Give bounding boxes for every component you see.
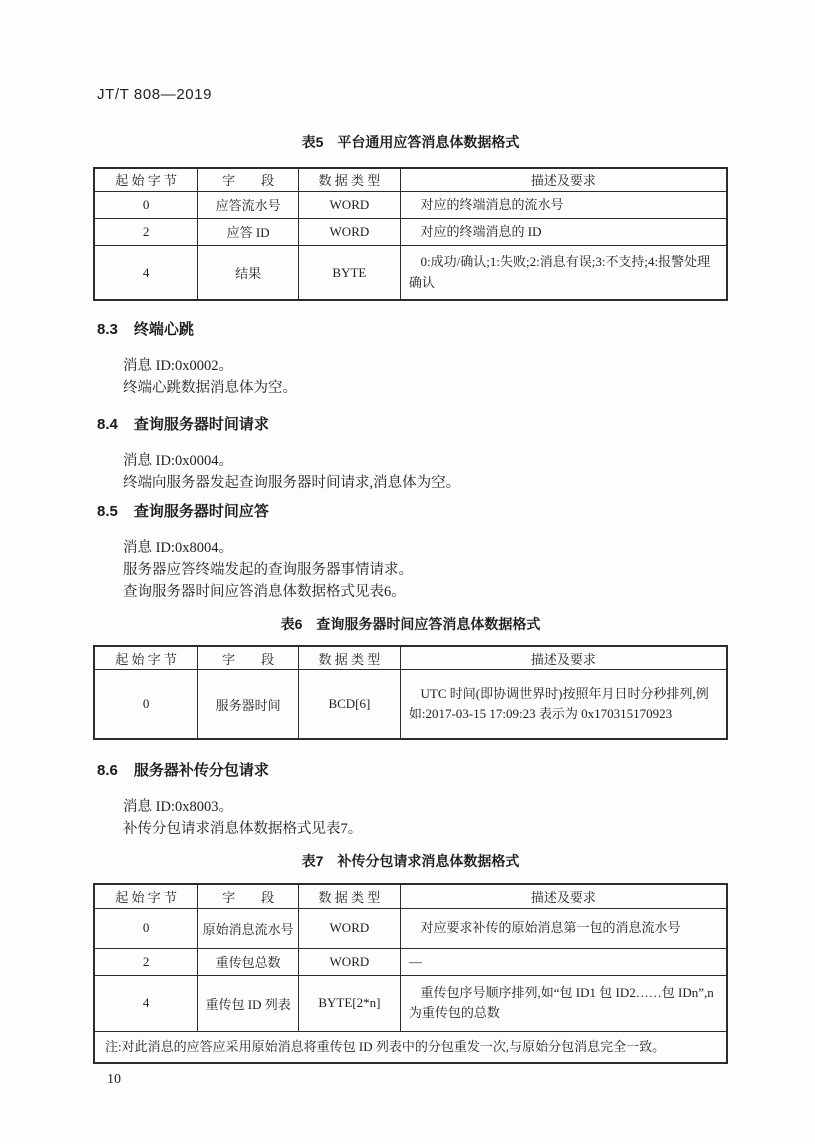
section-title: 查询服务器时间应答 <box>133 503 269 521</box>
table6-caption-title: 查询服务器时间应答消息体数据格式 <box>316 616 541 633</box>
cell-start-byte: 2 <box>94 948 198 975</box>
table-row <box>94 908 727 948</box>
table-row <box>94 218 727 245</box>
col-header-data-type: 数 据 类 型 <box>298 168 400 191</box>
cell-description: 对应的终端消息的流水号 <box>400 191 727 218</box>
cell-start-byte: 0 <box>94 191 198 218</box>
cell-field: 重传包总数 <box>198 948 299 975</box>
table5-header-row <box>94 168 727 191</box>
section-heading-8-5 <box>93 500 728 521</box>
cell-start-byte: 4 <box>94 245 198 300</box>
col-header-start-byte: 起 始 字 节 <box>94 168 198 191</box>
table-row <box>94 669 727 739</box>
section-heading-8-3 <box>93 318 728 339</box>
table7-caption-label: 表7 <box>301 853 324 870</box>
cell-data-type: WORD <box>298 191 400 218</box>
body-text: 查询服务器时间应答消息体数据格式见表6。 <box>123 584 406 601</box>
cell-description: UTC 时间(即协调世界时)按照年月日时分秒排列,例如:2017-03-15 17:09:23 表示为 0x170315170923 <box>400 669 727 739</box>
table-row <box>94 948 727 975</box>
cell-field: 应答流水号 <box>198 191 299 218</box>
table7-caption <box>93 851 728 871</box>
page-content <box>93 86 728 1088</box>
table5 <box>93 167 728 301</box>
cell-data-type: BYTE[2*n] <box>298 975 400 1031</box>
section-number: 8.4 <box>97 416 118 434</box>
table-row <box>94 975 727 1031</box>
body-text: 消息 ID:0x8003。 <box>123 799 233 816</box>
section-number: 8.5 <box>97 503 118 521</box>
col-header-field: 字 段 <box>198 884 299 908</box>
cell-data-type: BCD[6] <box>298 669 400 739</box>
cell-description: 0:成功/确认;1:失败;2:消息有误;3:不支持;4:报警处理确认 <box>400 245 727 300</box>
col-header-field: 字 段 <box>198 168 299 191</box>
cell-data-type: WORD <box>298 948 400 975</box>
table7-caption-title: 补传分包请求消息体数据格式 <box>337 853 520 870</box>
cell-field: 服务器时间 <box>198 669 299 739</box>
col-header-data-type: 数 据 类 型 <box>298 884 400 908</box>
col-header-data-type: 数 据 类 型 <box>298 646 400 669</box>
table6-header-row <box>94 646 727 669</box>
col-header-field: 字 段 <box>198 646 299 669</box>
table7-header-row <box>94 884 727 908</box>
table5-caption-title: 平台通用应答消息体数据格式 <box>337 134 520 150</box>
cell-description: — <box>400 948 727 975</box>
table-row <box>94 191 727 218</box>
col-header-description: 描述及要求 <box>400 884 727 908</box>
section-title: 终端心跳 <box>133 321 194 339</box>
col-header-start-byte: 起 始 字 节 <box>94 884 198 908</box>
body-text: 消息 ID:0x8004。 <box>123 540 233 557</box>
doc-code: JT/T 808—2019 <box>97 86 213 103</box>
section-heading-8-4 <box>93 413 728 434</box>
section-number: 8.3 <box>97 321 118 339</box>
table7-note-row <box>94 1031 727 1063</box>
cell-field: 应答 ID <box>198 218 299 245</box>
body-text: 补传分包请求消息体数据格式见表7。 <box>123 821 363 838</box>
table6-caption-label: 表6 <box>280 616 303 633</box>
table6-caption <box>93 614 728 634</box>
body-text: 终端向服务器发起查询服务器时间请求,消息体为空。 <box>123 475 461 492</box>
table5-caption-label: 表5 <box>301 134 324 150</box>
body-text: 消息 ID:0x0002。 <box>123 358 233 375</box>
cell-start-byte: 0 <box>94 669 198 739</box>
table-note: 注:对此消息的应答应采用原始消息将重传包 ID 列表中的分包重发一次,与原始分包消息完全一致。 <box>94 1031 727 1063</box>
cell-start-byte: 4 <box>94 975 198 1031</box>
cell-description: 对应的终端消息的 ID <box>400 218 727 245</box>
cell-field: 原始消息流水号 <box>198 908 299 948</box>
table6 <box>93 645 728 740</box>
cell-description: 对应要求补传的原始消息第一包的消息流水号 <box>400 908 727 948</box>
body-text: 消息 ID:0x0004。 <box>123 453 233 470</box>
cell-description: 重传包序号顺序排列,如“包 ID1 包 ID2……包 IDn”,n 为重传包的总数 <box>400 975 727 1031</box>
cell-data-type: WORD <box>298 218 400 245</box>
section-title: 服务器补传分包请求 <box>133 762 269 780</box>
section-number: 8.6 <box>97 762 118 780</box>
cell-field: 结果 <box>198 245 299 300</box>
body-text: 服务器应答终端发起的查询服务器事情请求。 <box>123 562 413 579</box>
cell-start-byte: 0 <box>94 908 198 948</box>
cell-data-type: WORD <box>298 908 400 948</box>
col-header-description: 描述及要求 <box>400 168 727 191</box>
section-heading-8-6 <box>93 759 728 780</box>
cell-start-byte: 2 <box>94 218 198 245</box>
table5-caption <box>93 132 728 152</box>
body-text: 终端心跳数据消息体为空。 <box>123 380 297 397</box>
cell-field: 重传包 ID 列表 <box>198 975 299 1031</box>
cell-data-type: BYTE <box>298 245 400 300</box>
table-row <box>94 245 727 300</box>
section-title: 查询服务器时间请求 <box>133 416 269 434</box>
page-number: 10 <box>107 1072 121 1088</box>
col-header-start-byte: 起 始 字 节 <box>94 646 198 669</box>
table7 <box>93 883 728 1064</box>
col-header-description: 描述及要求 <box>400 646 727 669</box>
